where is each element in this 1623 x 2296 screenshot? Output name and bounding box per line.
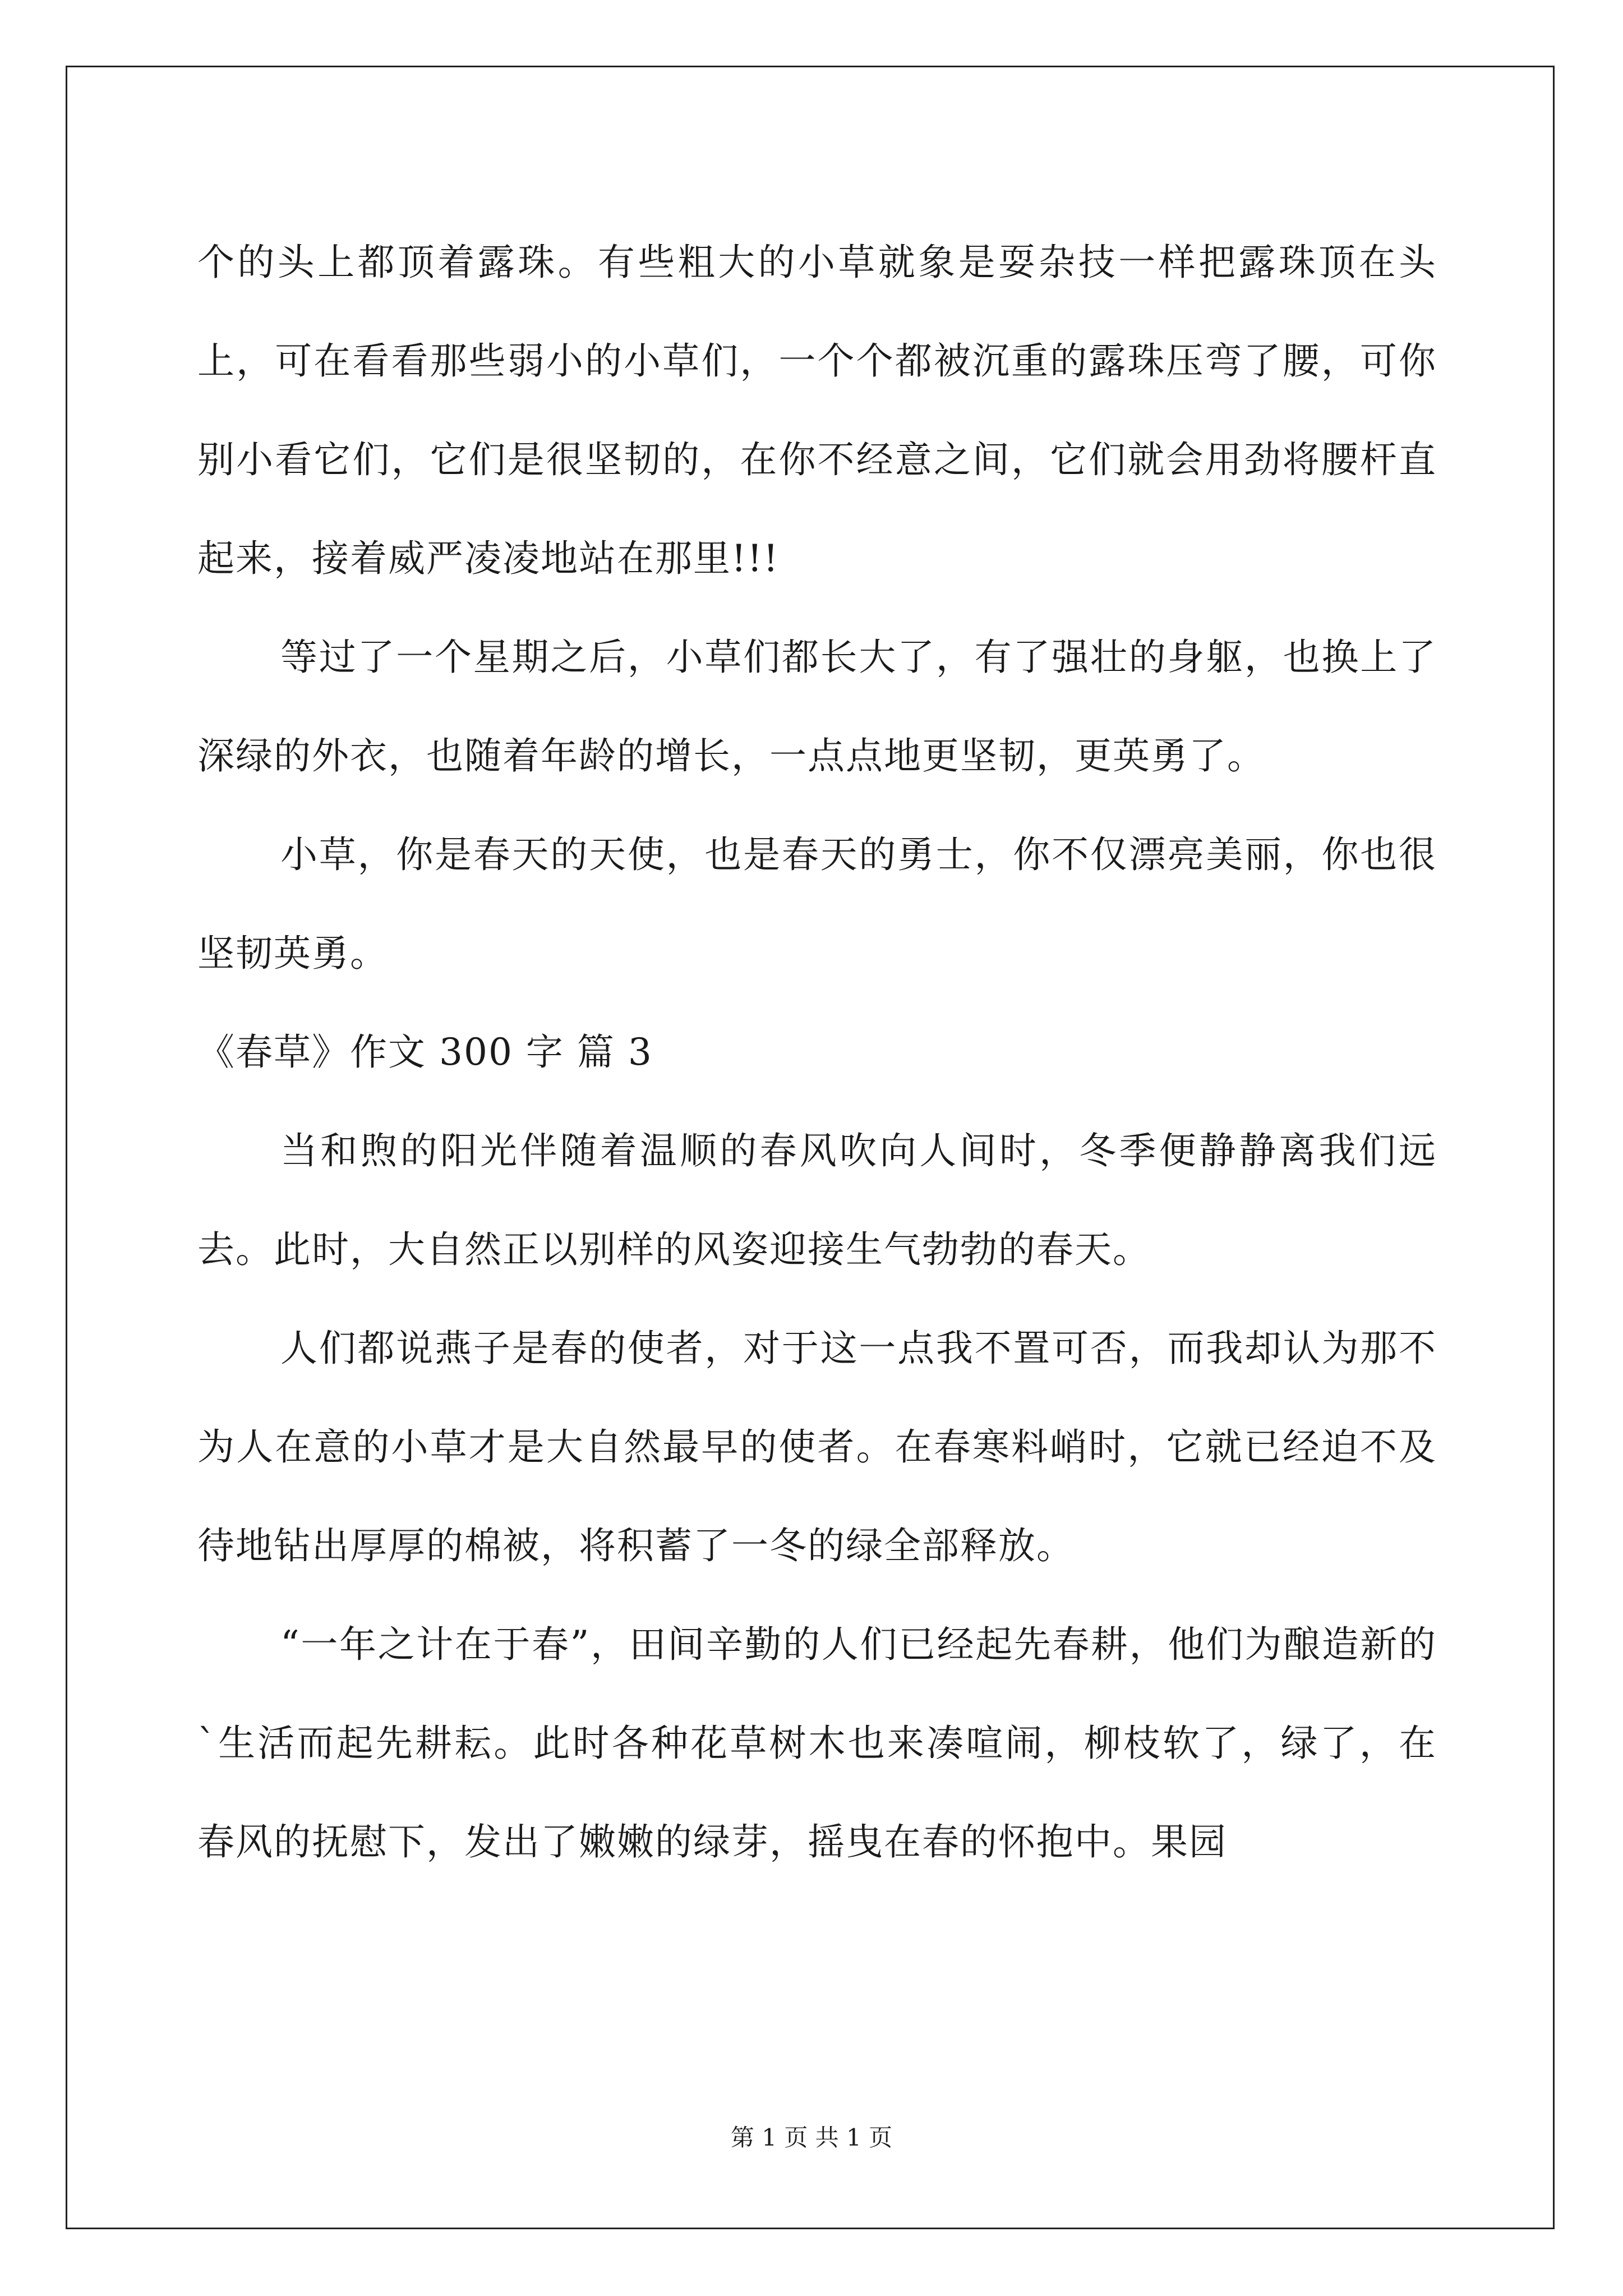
page-footer: 第 1 页 共 1 页 bbox=[730, 2124, 893, 2151]
paragraph: 小草，你是春天的天使，也是春天的勇士，你不仅漂亮美丽，你也很坚韧英勇。 bbox=[197, 833, 1437, 975]
document-body bbox=[197, 213, 1437, 1892]
paragraph: 个的头上都顶着露珠。有些粗大的小草就象是耍杂技一样把露珠顶在头上，可在看看那些弱小的小草们，一个个都被沉重的露珠压弯了腰，可你别小看它们，它们是很坚韧的，在你不经意之间，它们就会用劲将腰杆直起来，接着威严凌凌地站在那里!!! bbox=[197, 241, 1437, 580]
section-heading: 《春草》作文 300 字 篇 3 bbox=[197, 1030, 653, 1074]
paragraph: “一年之计在于春”，田间辛勤的人们已经起先春耕，他们为酿造新的`生活而起先耕耘。此时各种花草树木也来凑喧闹，柳枝软了，绿了，在春风的抚慰下，发出了嫩嫩的绿芽，摇曳在春的怀抱中。果园 bbox=[197, 1623, 1437, 1864]
paragraph: 人们都说燕子是春的使者，对于这一点我不置可否，而我却认为那不为人在意的小草才是大自然最早的使者。在春寒料峭时，它就已经迫不及待地钻出厚厚的棉被，将积蓄了一冬的绿全部释放。 bbox=[197, 1327, 1437, 1567]
paragraph: 当和煦的阳光伴随着温顺的春风吹向人间时，冬季便静静离我们远去。此时，大自然正以别样的风姿迎接生气勃勃的春天。 bbox=[197, 1129, 1437, 1271]
paragraph: 等过了一个星期之后，小草们都长大了，有了强壮的身躯，也换上了深绿的外衣，也随着年龄的增长，一点点地更坚韧，更英勇了。 bbox=[197, 636, 1437, 777]
